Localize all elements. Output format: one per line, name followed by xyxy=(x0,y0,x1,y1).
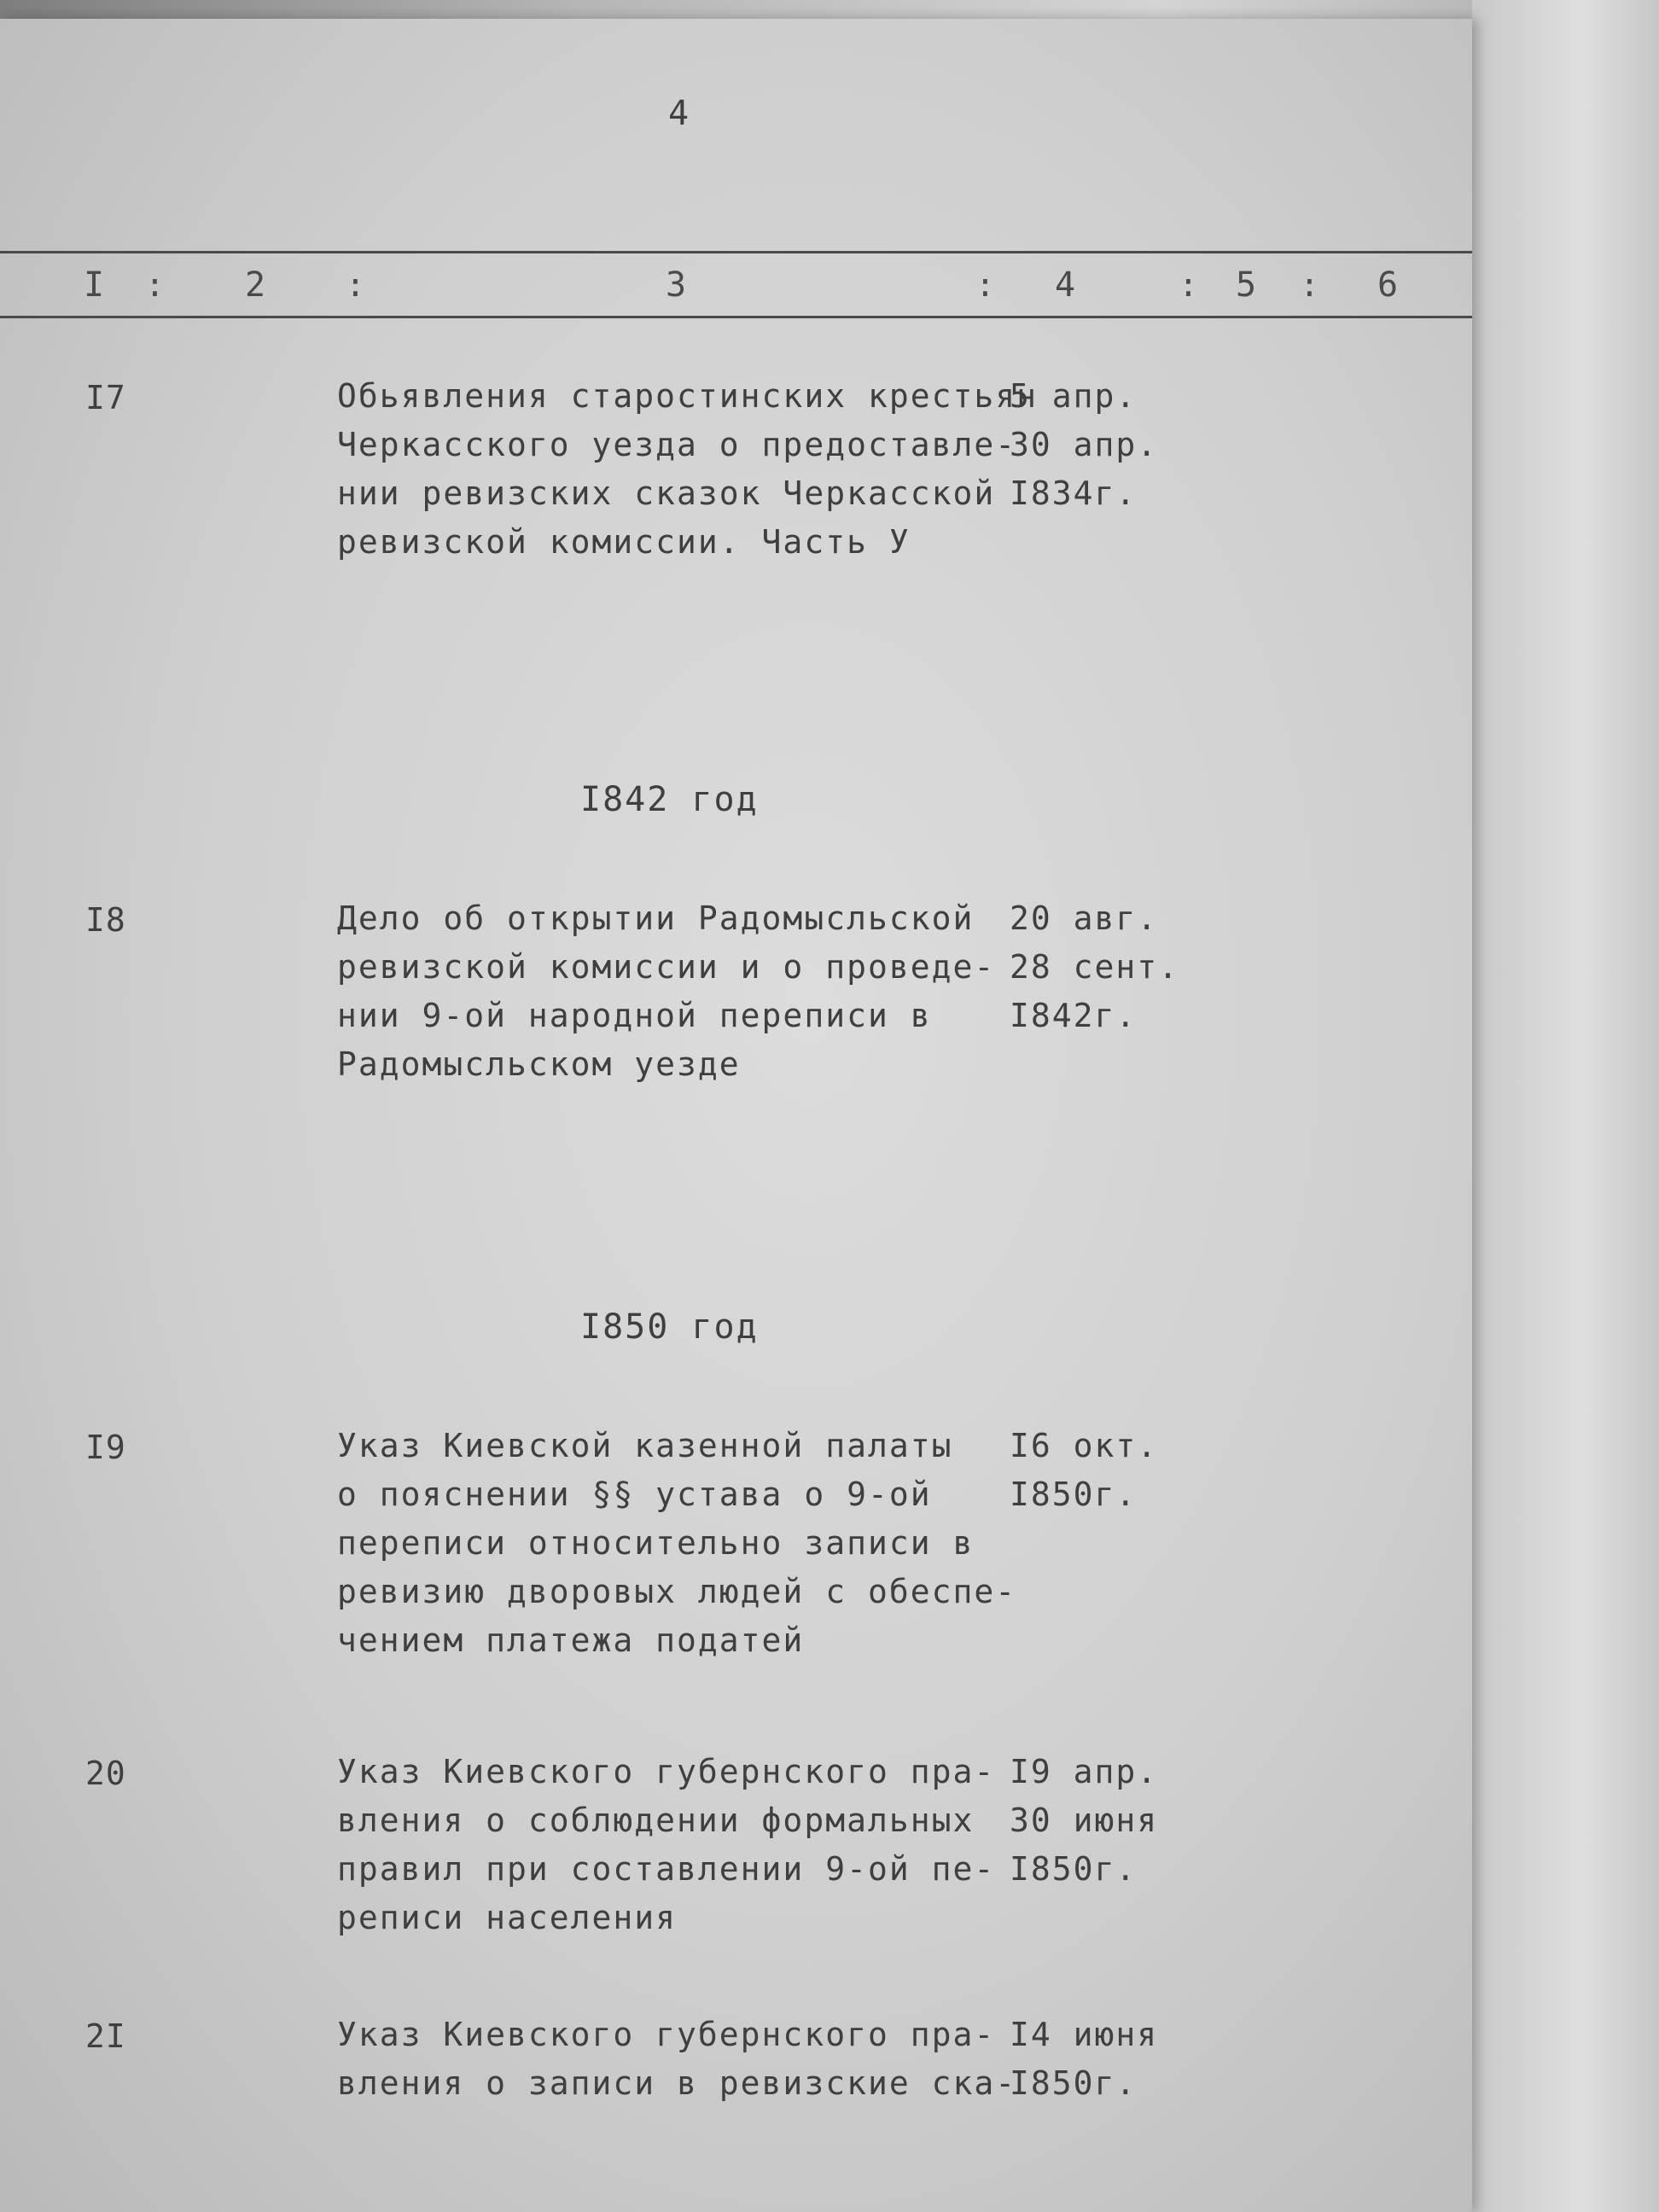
entry-description xyxy=(337,2011,1017,2108)
description-line: Указ Киевского губернского пра- xyxy=(337,2016,996,2053)
description-line: вления о записи в ревизские ска- xyxy=(337,2064,1017,2102)
entry-description xyxy=(337,894,994,1089)
entry-number: 20 xyxy=(85,1755,126,1792)
date-line: I834г. xyxy=(1010,474,1138,512)
date-line: I9 апр. xyxy=(1010,1753,1159,1790)
document-page xyxy=(0,19,1472,2212)
column-separator: : xyxy=(1300,266,1319,304)
entry-number: 2I xyxy=(85,2017,126,2055)
description-line: правил при составлении 9-ой пе- xyxy=(337,1850,996,1888)
column-header-2: 2 xyxy=(245,265,266,305)
year-heading: I842 год xyxy=(580,780,759,819)
column-header-4: 4 xyxy=(1055,265,1076,305)
description-line: вления о соблюдении формальных xyxy=(337,1802,975,1839)
date-line: I850г. xyxy=(1010,1476,1138,1513)
date-line: 30 апр. xyxy=(1010,426,1159,463)
entry-dates xyxy=(1010,894,1189,1040)
description-line: Радомысльском уезде xyxy=(337,1045,741,1083)
date-line: I842г. xyxy=(1010,997,1138,1034)
entry-description xyxy=(337,1422,1017,1665)
date-line: I850г. xyxy=(1010,1850,1138,1888)
entry-dates xyxy=(1010,372,1189,518)
column-separator: : xyxy=(145,266,165,304)
column-header-3: 3 xyxy=(666,265,687,305)
description-line: о пояснении §§ устава о 9-ой xyxy=(337,1476,932,1513)
column-separator: : xyxy=(346,266,365,304)
entry-dates xyxy=(1010,2011,1189,2108)
description-line: Указ Киевского губернского пра- xyxy=(337,1753,996,1790)
description-line: переписи относительно записи в xyxy=(337,1524,975,1562)
description-line: нии 9-ой народной переписи в xyxy=(337,997,932,1034)
description-line: ревизской комиссии. Часть У xyxy=(337,523,911,561)
date-line: 5 апр. xyxy=(1010,377,1138,415)
description-line: нии ревизских сказок Черкасской xyxy=(337,474,996,512)
description-line: Дело об открытии Радомысльской xyxy=(337,899,975,937)
column-header-1: I xyxy=(84,265,105,305)
entry-number: I9 xyxy=(85,1429,126,1466)
entry-description xyxy=(337,372,1038,567)
date-line: 28 сент. xyxy=(1010,948,1180,986)
column-header-6: 6 xyxy=(1377,265,1399,305)
description-line: реписи населения xyxy=(337,1899,678,1936)
entry-dates xyxy=(1010,1748,1189,1894)
header-rule-top xyxy=(0,251,1472,253)
header-rule-bottom xyxy=(0,316,1472,318)
date-line: 20 авг. xyxy=(1010,899,1159,937)
description-line: ревизию дворовых людей с обеспе- xyxy=(337,1573,1017,1610)
column-separator: : xyxy=(975,266,995,304)
entry-number: I8 xyxy=(85,901,126,939)
description-line: Обьявления старостинских крестьян xyxy=(337,377,1038,415)
date-line: I850г. xyxy=(1010,2064,1138,2102)
entry-number: I7 xyxy=(85,379,126,416)
description-line: чением платежа податей xyxy=(337,1621,805,1659)
date-line: 30 июня xyxy=(1010,1802,1159,1839)
date-line: I6 окт. xyxy=(1010,1427,1159,1464)
date-line: I4 июня xyxy=(1010,2016,1159,2053)
column-separator: : xyxy=(1179,266,1198,304)
entry-dates xyxy=(1010,1422,1189,1519)
page-number: 4 xyxy=(668,94,691,133)
description-line: ревизской комиссии и о проведе- xyxy=(337,948,996,986)
column-header-5: 5 xyxy=(1236,265,1257,305)
entry-description xyxy=(337,1748,994,1942)
description-line: Указ Киевской казенной палаты xyxy=(337,1427,953,1464)
year-heading: I850 год xyxy=(580,1307,759,1347)
description-line: Черкасского уезда о предоставле- xyxy=(337,426,1017,463)
underlying-sheet xyxy=(1472,0,1659,2212)
